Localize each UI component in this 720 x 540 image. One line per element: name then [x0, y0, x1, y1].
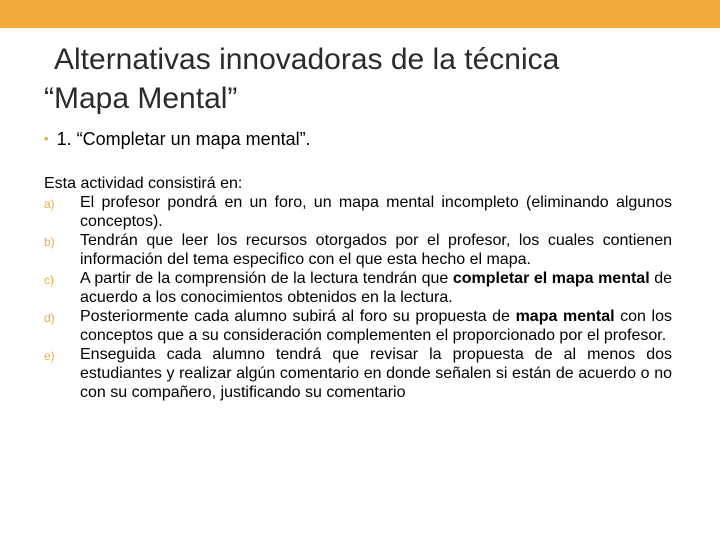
bullet-dot-icon: • [44, 131, 49, 146]
title-line-2: “Mapa Mental” [44, 82, 238, 115]
list-marker: a) [44, 197, 55, 211]
slide-title [44, 40, 684, 118]
list-item-text-before: A partir de la comprensión de la lectura tendrán que [80, 270, 453, 287]
intro-text: Esta actividad consistirá en: [44, 175, 243, 192]
activity-list [44, 193, 672, 402]
list-item-text-after: con los conceptos que a su consideración complementen el proporcionado por el profesor. [80, 308, 673, 344]
title-line-1: Alternativas innovadoras de la técnica [54, 43, 560, 76]
list-item-text: El profesor pondrá en un foro, un mapa mental incompleto (eliminando algunos conceptos). [80, 194, 672, 230]
list-item [44, 345, 672, 402]
top-accent-bar [0, 0, 720, 28]
slide-body [44, 174, 672, 402]
list-item-bold-text: mapa mental [515, 308, 615, 325]
list-item [44, 269, 672, 307]
list-marker: e) [44, 349, 55, 363]
list-item-text-before: Posteriormente cada alumno subirá al foro su propuesta de [80, 308, 516, 325]
list-marker: c) [44, 273, 54, 287]
main-bullet [44, 128, 311, 152]
list-item-bold-text: completar el mapa mental [452, 270, 650, 287]
list-item-text-after: de acuerdo a los conocimientos obtenidos en la lectura. [80, 270, 673, 306]
list-item [44, 231, 672, 269]
list-item-text: Enseguida cada alumno tendrá que revisar la propuesta de al menos dos estudiantes y realizar algún comentario en donde señalen si están de acuerdo o no con su compañero, justificando su comentario [80, 346, 672, 401]
main-bullet-text: 1. “Completar un mapa mental”. [56, 129, 311, 149]
list-marker: b) [44, 235, 55, 249]
list-item-text: Tendrán que leer los recursos otorgados por el profesor, los cuales contienen información del tema especifico con el que esta hecho el mapa. [80, 232, 672, 268]
list-marker: d) [44, 311, 55, 325]
list-item [44, 307, 672, 345]
list-item [44, 193, 672, 231]
